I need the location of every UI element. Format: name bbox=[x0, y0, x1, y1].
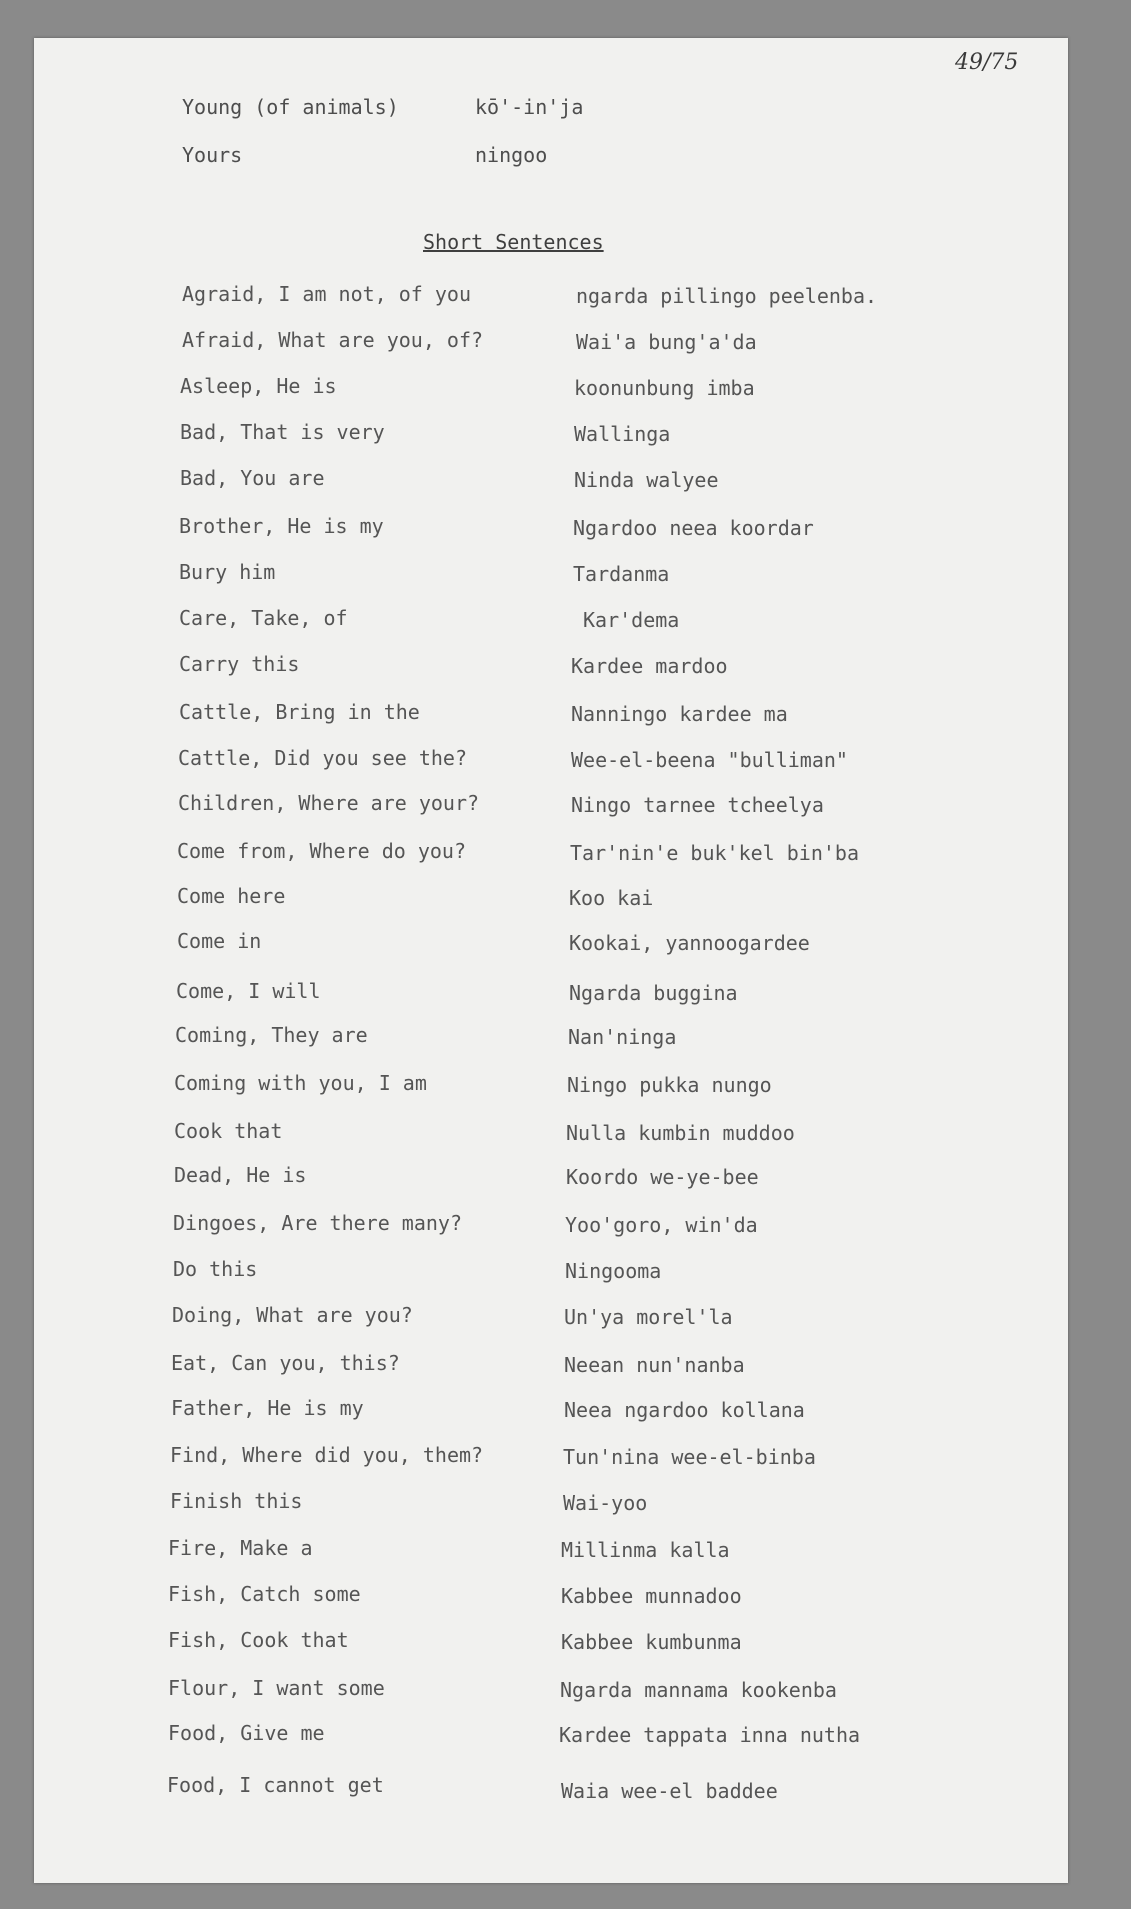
sentence-english: Come from, Where do you? bbox=[177, 839, 466, 863]
sentence-english: Dingoes, Are there many? bbox=[173, 1211, 462, 1235]
sentence-english: Doing, What are you? bbox=[172, 1303, 413, 1327]
entry-row bbox=[182, 143, 882, 169]
sentence-english: Find, Where did you, them? bbox=[170, 1443, 484, 1467]
sentence-english: Dead, He is bbox=[174, 1163, 307, 1187]
sentence-english: Come in bbox=[177, 929, 262, 953]
sentence-native: Kardee mardoo bbox=[571, 654, 728, 678]
sentence-english: Care, Take, of bbox=[179, 606, 348, 630]
sentence-native: Kardee tappata inna nutha bbox=[559, 1723, 861, 1747]
entry-native: ningoo bbox=[475, 143, 548, 167]
sentence-native: Nan'ninga bbox=[568, 1025, 677, 1049]
sentence-english: Do this bbox=[173, 1257, 258, 1281]
sentence-native: Kabbee kumbunma bbox=[561, 1630, 742, 1654]
sentence-native: Ningo tarnee tcheelya bbox=[571, 793, 824, 817]
sentence-native: Ngarda buggina bbox=[569, 981, 738, 1005]
sentence-native: Millinma kalla bbox=[561, 1538, 730, 1562]
sentence-native: Kookai, yannoogardee bbox=[569, 931, 810, 955]
sentence-english: Cook that bbox=[174, 1119, 283, 1143]
sentence-native: Yoo'goro, win'da bbox=[565, 1213, 758, 1237]
sentence-native: Ngardoo neea koordar bbox=[573, 516, 814, 540]
entry-native: kō'-in'ja bbox=[475, 95, 584, 119]
sentence-english: Asleep, He is bbox=[180, 374, 337, 398]
sentence-native: Tar'nin'e buk'kel bin'ba bbox=[570, 841, 859, 865]
sentence-english: Coming, They are bbox=[175, 1023, 368, 1047]
sentence-english: Children, Where are your? bbox=[178, 791, 480, 815]
sentence-native: Ningooma bbox=[565, 1259, 662, 1283]
sentence-english: Fish, Cook that bbox=[168, 1628, 349, 1652]
sentence-native: Neea ngardoo kollana bbox=[564, 1398, 805, 1422]
sentence-native: Ningo pukka nungo bbox=[567, 1073, 772, 1097]
sentence-english: Agraid, I am not, of you bbox=[182, 282, 471, 306]
sentence-native: Nulla kumbin muddoo bbox=[566, 1121, 795, 1145]
sentence-english: Finish this bbox=[170, 1489, 303, 1513]
sentence-native: Kabbee munnadoo bbox=[561, 1584, 742, 1608]
sentence-english: Flour, I want some bbox=[168, 1676, 385, 1700]
sentence-native: Wai-yoo bbox=[563, 1491, 648, 1515]
sentence-english: Brother, He is my bbox=[179, 514, 384, 538]
sentence-english: Coming with you, I am bbox=[174, 1071, 427, 1095]
sentence-english: Afraid, What are you, of? bbox=[182, 328, 484, 352]
entry-row bbox=[182, 95, 882, 121]
sentence-native: Ninda walyee bbox=[574, 468, 719, 492]
document-page bbox=[34, 38, 1068, 1883]
sentence-english: Eat, Can you, this? bbox=[171, 1351, 400, 1375]
sentence-native: Koo kai bbox=[569, 886, 654, 910]
sentence-native: Koordo we-ye-bee bbox=[566, 1165, 759, 1189]
sentence-native: Tun'nina wee-el-binba bbox=[563, 1445, 816, 1469]
sentence-native: Tardanma bbox=[573, 562, 670, 586]
sentence-english: Father, He is my bbox=[171, 1396, 364, 1420]
sentence-english: Come, I will bbox=[176, 979, 321, 1003]
sentence-native: Un'ya morel'la bbox=[564, 1305, 733, 1329]
sentence-english: Bury him bbox=[179, 560, 276, 584]
sentence-native: Ngarda mannama kookenba bbox=[560, 1678, 837, 1702]
sentence-english: Fire, Make a bbox=[168, 1536, 313, 1560]
sentence-native: Nanningo kardee ma bbox=[571, 702, 788, 726]
section-heading: Short Sentences bbox=[423, 230, 604, 254]
sentence-english: Come here bbox=[177, 884, 286, 908]
sentence-native: koonunbung imba bbox=[574, 376, 755, 400]
sentence-english: Food, Give me bbox=[168, 1721, 325, 1745]
sentence-native: Wee-el-beena "bulliman" bbox=[571, 748, 848, 772]
sentence-english: Carry this bbox=[179, 652, 300, 676]
sentence-english: Cattle, Bring in the bbox=[179, 700, 420, 724]
entry-english: Young (of animals) bbox=[182, 95, 399, 119]
sentence-english: Fish, Catch some bbox=[168, 1582, 361, 1606]
sentence-english: Bad, You are bbox=[180, 466, 325, 490]
sentence-native: Wallinga bbox=[574, 422, 671, 446]
sentence-english: Cattle, Did you see the? bbox=[178, 746, 467, 770]
sentence-native: ngarda pillingo peelenba. bbox=[576, 284, 878, 308]
sentence-english: Bad, That is very bbox=[180, 420, 385, 444]
sentence-native: Neean nun'nanba bbox=[564, 1353, 745, 1377]
sentence-native: Waia wee-el baddee bbox=[561, 1779, 778, 1803]
sentence-native: Wai'a bung'a'da bbox=[576, 330, 757, 354]
page-number: 49/75 bbox=[955, 50, 1019, 75]
sentence-english: Food, I cannot get bbox=[167, 1773, 384, 1797]
entry-english: Yours bbox=[182, 143, 243, 167]
sentence-native: Kar'dema bbox=[583, 608, 680, 632]
